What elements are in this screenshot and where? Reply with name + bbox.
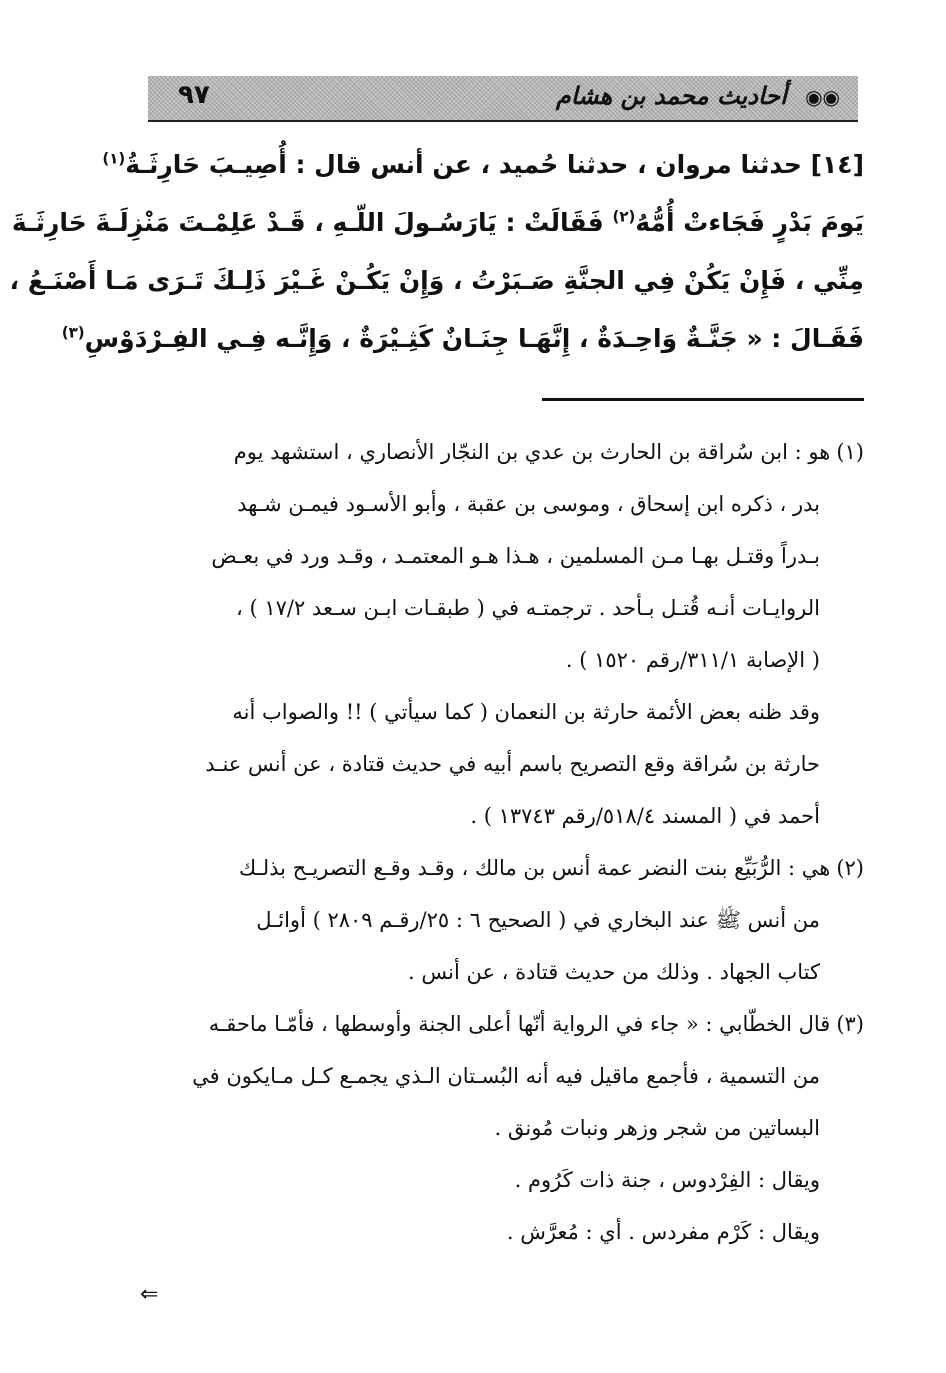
footnote-line: ( الإصابة ٣١١/١/رقم ١٥٢٠ ) . — [565, 648, 820, 672]
continue-arrow-icon: ⇐ — [140, 1282, 159, 1307]
footnote-line: من أنس ﷺ عند البخاري في ( الصحيح ٦ : ٢٥/رقـم ٢٨٠٩ ) أوائـل — [256, 908, 820, 932]
running-title — [556, 82, 840, 110]
footnote-ref: (١) — [102, 149, 126, 168]
footnote-number: (٢) — [836, 856, 864, 880]
footnote-line: من التسمية ، فأجمع ماقيل فيه أنه البُسـتان الـذي يجمـع كـل مـايكون في — [192, 1064, 820, 1088]
footnote-line: (٢)هي : الرُّبَيِّع بنت النضر عمة أنس بن مالك ، وقـد وقـع التصريـح بذلـك — [134, 842, 864, 894]
footnote-number: (١) — [836, 440, 864, 464]
footnote-separator — [542, 398, 864, 401]
footnote-line: البساتين من شجر وزهر ونبات مُونق . — [494, 1116, 820, 1140]
footnote-ref: (٢) — [612, 207, 636, 226]
footnote-line: (٣)قال الخطّابي : « جاء في الرواية أنّها أعلى الجنة وأوسطها ، فأمّـا ماحقـه — [134, 998, 864, 1050]
footnote-line: ويقال : كَرْم مفردس . أي : مُعرَّش . — [506, 1220, 820, 1244]
footnote-line: الروايـات أنـه قُتـل بـأحد . ترجمتـه في ( طبقـات ابـن سـعد ١٧/٢ ) ، — [236, 596, 820, 620]
page-number: ٩٧ — [178, 80, 210, 110]
footnote-line: أحمد في ( المسند ٥١٨/٤/رقم ١٣٧٤٣ ) . — [470, 804, 820, 828]
hadith-line: فَقَـالَ : « جَنَّـةٌ وَاحِـدَةٌ ، إِنَّهَـا جِنَـانٌ كَثِـيْرَةٌ ، وَإِنَّـه فِـي الفِـرْدَوْسِ$^{(٣)}$ — [61, 323, 864, 353]
hadith-line: يَومَ بَدْرٍ فَجَاءتْ أُمُّهُ$^{(٢)}$ فَقَالَتْ : يَارَسُـولَ اللّـهِ ، قَـدْ عَلِمْـتَ مَنْزِلَـةَ حَارِثَـةَ — [11, 207, 864, 237]
footnote-line: كتاب الجهاد . وذلك من حديث قتادة ، عن أنس . — [408, 960, 820, 984]
page-header — [148, 76, 858, 122]
footnotes — [134, 426, 864, 1258]
footnote-line: ويقال : الفِرْدوس ، جنة ذات كَرُوم . — [514, 1168, 820, 1192]
ornament-icon: ◉◉ — [805, 85, 840, 109]
hadith-text — [9, 136, 864, 368]
hadith-line: [١٤] حدثنا مروان ، حدثنا حُميد ، عن أنس قال : أُصِيـبَ حَارِثَـةُ$^{(١)}$ — [102, 149, 864, 179]
footnote-line: وقد ظنه بعض الأئمة حارثة بن النعمان ( كما سيأتي ) !! والصواب أنه — [232, 700, 820, 724]
hadith-line: مِنِّي ، فَإِنْ يَكُنْ فِي الجنَّةِ صَـبَرْتُ ، وَإِنْ يَكُـنْ غَـيْرَ ذَلِـكَ تَـرَى مَـا أَصْنَـعُ ، — [9, 266, 864, 295]
footnote-line: بـدراً وقتـل بهـا مـن المسلمين ، هـذا هـو المعتمـد ، وقـد ورد في بعـض — [211, 544, 820, 568]
book-title: أحاديث محمد بن هشام — [555, 82, 787, 110]
footnote-number: (٣) — [836, 1012, 864, 1036]
footnote-line: بدر ، ذكره ابن إسحاق ، وموسى بن عقبة ، وأبو الأسـود فيمـن شـهد — [237, 492, 820, 516]
footnote-line: (١)هو : ابن سُراقة بن الحارث بن عدي بن النجّار الأنصاري ، استشهد يوم — [134, 426, 864, 478]
footnote-line: حارثة بن سُراقة وقع التصريح باسم أبيه في حديث قتادة ، عن أنس عنـد — [205, 752, 820, 776]
footnote-ref: (٣) — [61, 323, 85, 342]
